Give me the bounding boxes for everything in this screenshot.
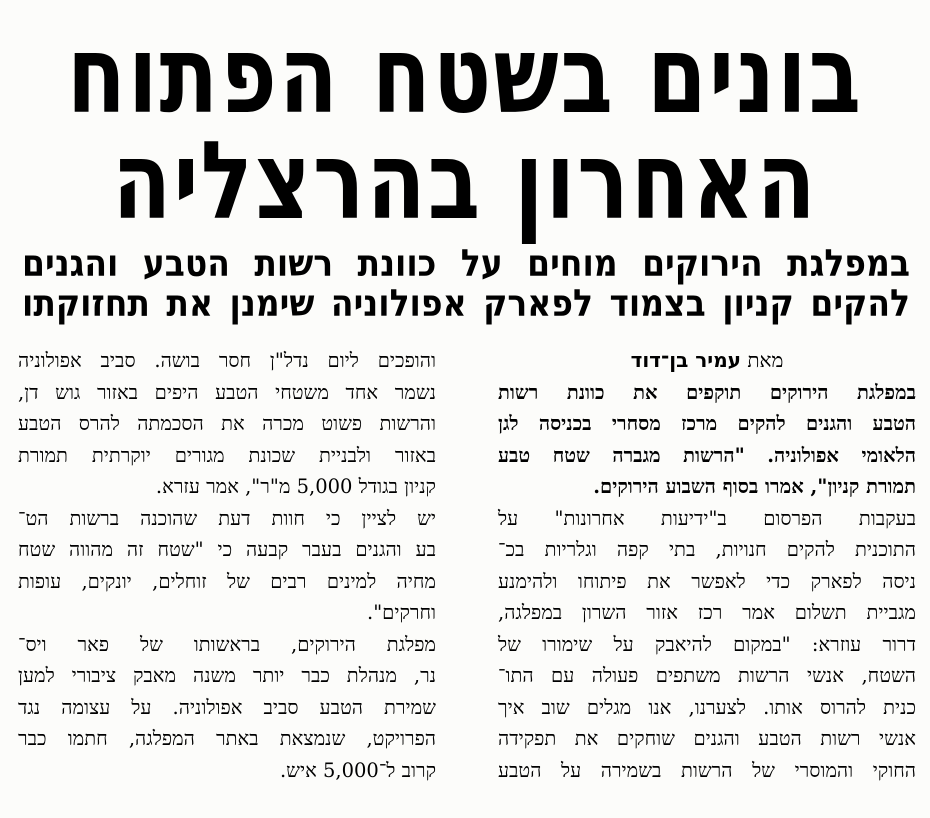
article-line: קניון בגודל 5,000 מ"ר", אמר עזרא.	[155, 475, 436, 498]
article-line: תמורת קניון", אמרו בסוף השבוע הירוקים.	[593, 475, 916, 498]
article-line: והופכים ליום נדל"ן חסר בושה. סביב אפולוניה	[18, 349, 436, 372]
article-line: במפלגת הירוקים תוקפים את כוונת רשות	[498, 380, 916, 404]
article-line: ניסה לפארק כדי לאפשר את פיתוחו ולהימנע	[498, 569, 916, 593]
article-line: התוכנית להקים חנויות, בתי קפה וגלריות בכ־	[498, 538, 916, 561]
article-line: באזור ולבניית שכונת מגורים יוקרתית תמורת	[18, 443, 436, 467]
article-line: יש לציין כי חוות דעת שהוכנה ברשות הט־	[18, 506, 436, 530]
article-line: קרוב ל־5,000 איש.	[279, 758, 436, 782]
article-line: והרשות פשוט מכרה את הסכמתה להרס הטבע	[18, 412, 436, 435]
article-column-left	[18, 345, 436, 786]
article-line: בעקבות הפרסום ב"ידיעות אחרונות" על	[498, 506, 916, 530]
article-line: מפלגת הירוקים, בראשותו של פאר ויס־	[18, 632, 436, 656]
byline	[498, 345, 916, 377]
article-line: וחרקים".	[367, 601, 436, 624]
article-line: השטח, אנשי הרשות משתפים פעולה עם התו־	[498, 664, 916, 687]
article-line: דרור עוזרא: "במקום להיאבק על שימורו של	[498, 632, 916, 656]
article-line: כנית להרוס אותו. לצערנו, אנו מגלים שוב איך	[498, 695, 916, 719]
article-column-right	[498, 345, 916, 786]
article-line: הפרויקט, שנמצאת באתר המפלגה, חתמו כבר	[18, 727, 436, 750]
article-line: החוקי והמוסרי של הרשות בשמירה על הטבע	[498, 758, 916, 782]
article-line: הטבע והגנים להקים מרכז מסחרי בכניסה לגן	[498, 412, 916, 435]
byline-author: עמיר בן־דוד	[630, 348, 741, 372]
headline-line-1: בונים בשטח הפתוח	[66, 13, 864, 139]
article-line: אנשי רשות הטבע והגנים שוחקים את תפקידה	[498, 727, 916, 750]
article-line: מגביית תשלום אמר רכז אזור השרון במפלגה,	[498, 601, 916, 624]
byline-prefix: מאת	[747, 348, 784, 372]
subheadline-line-2: להקים קניון בצמוד לפארק אפולוניה שימנן את תחזוקתו	[22, 280, 910, 325]
subheadline-line-1: במפלגת הירוקים מוחים על כוונת רשות הטבע והגנים	[22, 240, 910, 285]
article-line: בע והגנים בעבר קבעה כי "שטח זה מהווה שטח	[18, 538, 436, 561]
article-line: מחיה למינים רבים של זוחלים, יונקים, עופות	[18, 569, 436, 593]
article-line: נר, מנהלת כבר יותר משנה מאבק ציבורי למען	[18, 664, 436, 687]
article-line: נשמר אחד משטחי הטבע היפים באזור גוש דן,	[18, 380, 436, 404]
article-line: הלאומי אפולוניה. "הרשות מגברה שטח טבע	[498, 443, 916, 467]
article-line: שמירת הטבע סביב אפולוניה. על עצומה נגד	[18, 695, 436, 719]
headline-line-2: האחרון בהרצליה	[112, 119, 818, 245]
